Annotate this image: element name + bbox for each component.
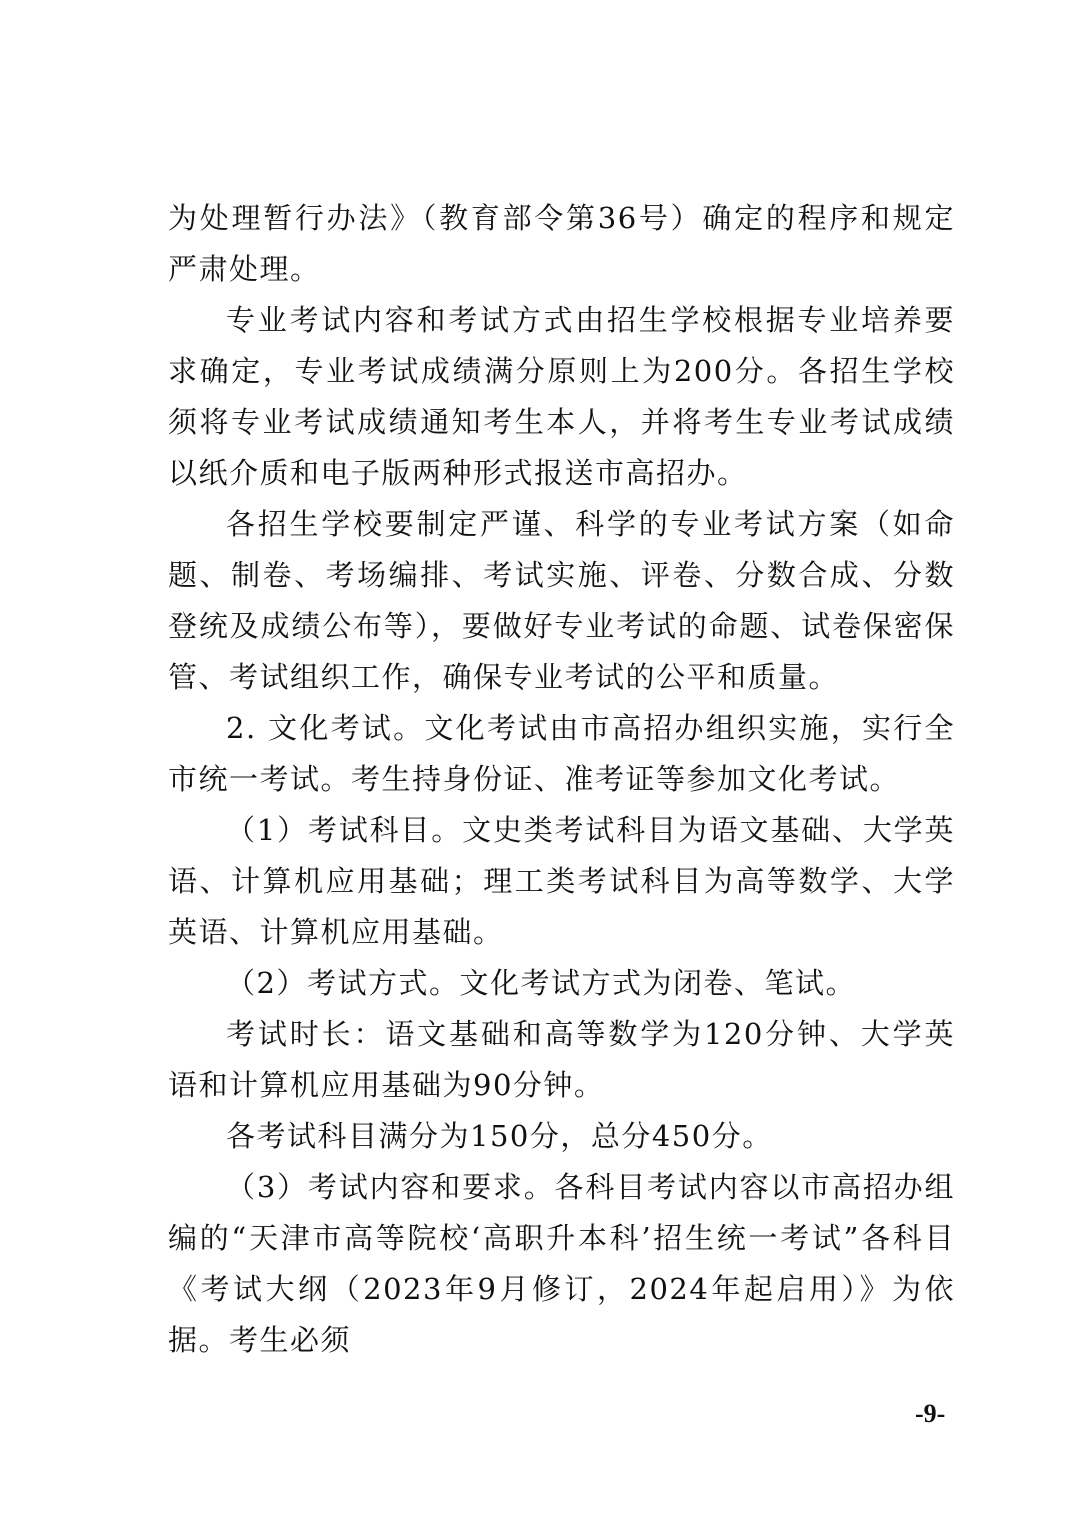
page-number: -9- (915, 1399, 946, 1428)
paragraph-9: （3）考试内容和要求。各科目考试内容以市高招办组编的“天津市高等院校‘高职升本科’招生统一考试”各科目《考试大纲（2023年9月修订，2024年起启用）》为依据。考生必须 (168, 1170, 955, 1357)
paragraph-3: 各招生学校要制定严谨、科学的专业考试方案（如命题、制卷、考场编排、考试实施、评卷、分数合成、分数登统及成绩公布等），要做好专业考试的命题、试卷保密保管、考试组织工作，确保专业考试的公平和质量。 (168, 507, 955, 694)
paragraph-8: 各考试科目满分为150分，总分450分。 (226, 1119, 773, 1153)
paragraph-4: 2. 文化考试。文化考试由市高招办组织实施，实行全市统一考试。考生持身份证、准考证等参加文化考试。 (168, 711, 955, 796)
paragraph-5: （1）考试科目。文史类考试科目为语文基础、大学英语、计算机应用基础；理工类考试科目为高等数学、大学英语、计算机应用基础。 (168, 813, 955, 949)
document-body (168, 193, 955, 1366)
paragraph-1: 为处理暂行办法》（教育部令第36号）确定的程序和规定严肃处理。 (168, 201, 955, 286)
paragraph-7: 考试时长：语文基础和高等数学为120分钟、大学英语和计算机应用基础为90分钟。 (168, 1017, 955, 1102)
paragraph-2: 专业考试内容和考试方式由招生学校根据专业培养要求确定，专业考试成绩满分原则上为200分。各招生学校须将专业考试成绩通知考生本人，并将考生专业考试成绩以纸介质和电子版两种形式报送市高招办。 (168, 303, 955, 490)
paragraph-6: （2）考试方式。文化考试方式为闭卷、笔试。 (226, 966, 856, 1000)
